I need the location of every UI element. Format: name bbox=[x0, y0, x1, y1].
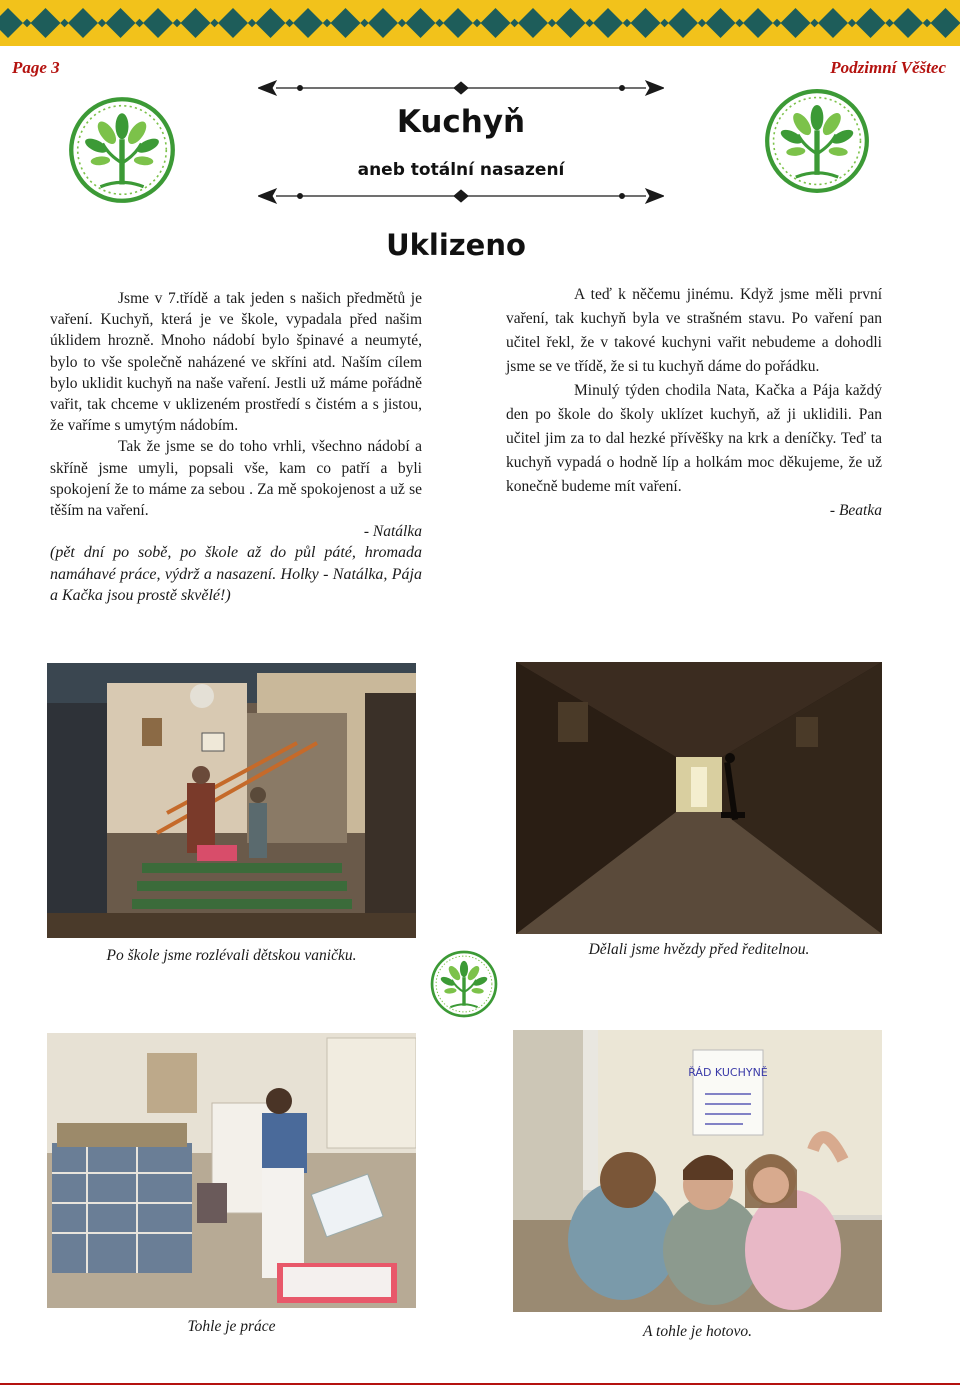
photo-corridor bbox=[516, 662, 882, 934]
diamond-pattern-icon bbox=[0, 0, 960, 46]
photo-kitchen-work bbox=[47, 1033, 416, 1308]
right-article bbox=[506, 283, 882, 523]
decorative-band bbox=[0, 0, 960, 46]
tree-logo-icon bbox=[430, 950, 498, 1018]
tree-logo-icon bbox=[68, 96, 176, 204]
left-article bbox=[50, 288, 422, 606]
tree-logo-icon bbox=[764, 88, 870, 194]
paragraph: Minulý týden chodila Nata, Kačka a Pája každý den po škole do školy uklízet kuchyň, až ji uklidili. Pan učitel jim za to dal hezké přívěšky na krk a deníčky. Teď ta kuchyň vypadá o hodně líp a holkám moc děkujeme, že už konečně budeme mít vaření. bbox=[506, 382, 882, 495]
page-subtitle: aneb totální nasazení bbox=[357, 160, 565, 180]
photo-caption: A tohle je hotovo. bbox=[642, 1323, 753, 1340]
paragraph: A teď k něčemu jinému. Když jsme měli první vaření, tak kuchyň byla ve strašném stavu. Po vaření pan učitel řekl, že v takové kuchyni vařit nebudeme a dohodli jsme se ve třídě, že si tu kuchyň dáme do pořádku. bbox=[506, 286, 882, 375]
signature: - Natálka bbox=[363, 523, 422, 541]
poster-text: ŘÁD KUCHYNĚ bbox=[688, 1066, 768, 1079]
page-title: Kuchyň bbox=[396, 104, 526, 140]
page-number: Page 3 bbox=[12, 58, 60, 77]
title-frame bbox=[258, 78, 664, 206]
photo-caption: Po škole jsme rozlévali dětskou vaničku. bbox=[106, 947, 357, 964]
photo-staircase bbox=[47, 663, 416, 938]
paragraph: Tak že jsme se do toho vrhli, všechno nádobí a skříně jsme umyli, popsali vše, kam co patří a byli spokojení že to máme za sebou . Za mě spokojenost a už se těším na vaření. bbox=[50, 438, 422, 520]
bottom-divider bbox=[0, 1383, 960, 1385]
note: (pět dní po sobě, po škole až do půl páté, hromada namáhavé práce, výdrž a nasazení. Holky - Natálka, Pája a Kačka jsou prostě skvělé!) bbox=[50, 544, 422, 604]
arrow-ornament-icon bbox=[258, 78, 664, 206]
signature: - Beatka bbox=[829, 502, 882, 519]
photo-girls bbox=[513, 1030, 882, 1312]
section-heading: Uklizeno bbox=[386, 228, 526, 262]
issue-name: Podzimní Věštec bbox=[830, 58, 946, 77]
photo-caption: Dělali jsme hvězdy před ředitelnou. bbox=[588, 941, 810, 958]
photo-caption: Tohle je práce bbox=[187, 1318, 276, 1335]
paragraph: Jsme v 7.třídě a tak jeden s našich předmětů je vaření. Kuchyň, která je ve škole, vypadala před našim úklidem hrozně. Mnoho nádobí bylo špinavé a neumyté, bylo to vše společně naházené ve skříni atd. Naším cílem bylo uklidit kuchyň na naše vaření. Jestli už máme pořádně vařit, tak chceme v uklizeném prostředí s čistém a s jistou, že vaříme s umytým nádobím. bbox=[50, 290, 422, 435]
